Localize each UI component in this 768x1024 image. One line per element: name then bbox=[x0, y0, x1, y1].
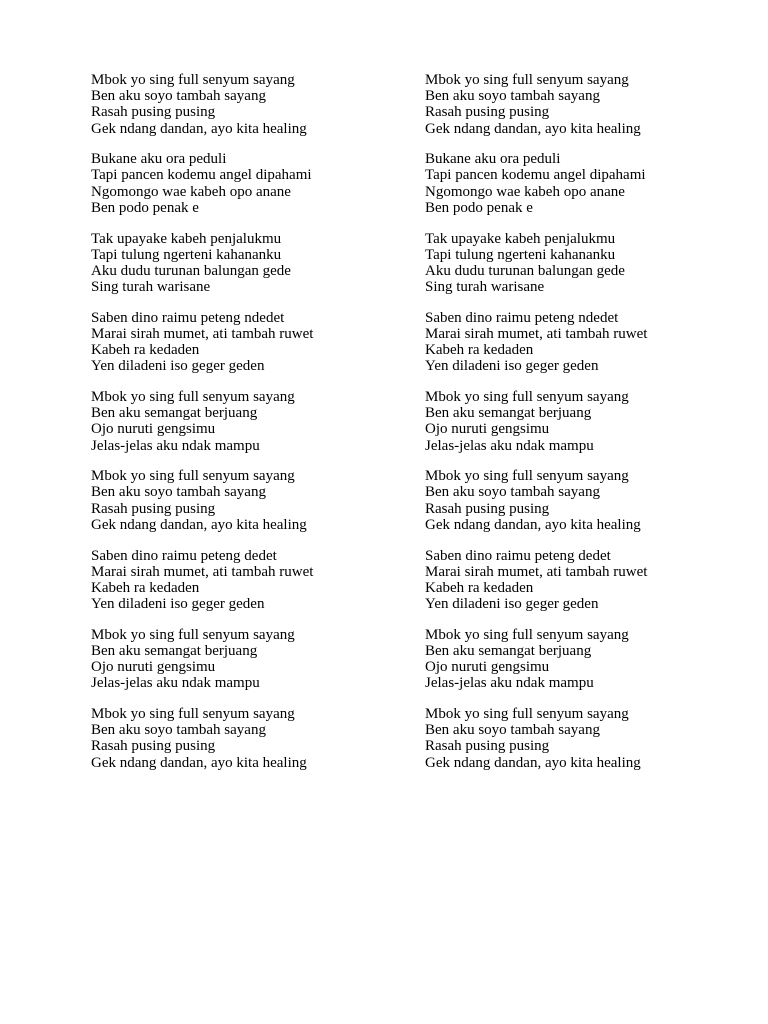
lyric-line: Mbok yo sing full senyum sayang bbox=[91, 706, 295, 722]
lyric-line: Tapi tulung ngerteni kahananku bbox=[91, 246, 282, 263]
lyric-line: Gek ndang dandan, ayo kita healing bbox=[425, 516, 641, 533]
lyrics-stanza bbox=[91, 468, 411, 533]
lyric-line: Ojo nuruti gengsimu bbox=[91, 659, 216, 676]
lyric-line: Kabeh ra kedaden bbox=[91, 342, 200, 359]
lyric-line: Gek ndang dandan, ayo kita healing bbox=[425, 120, 641, 137]
lyrics-stanza bbox=[425, 389, 745, 454]
lyric-line: Ngomongo wae kabeh opo anane bbox=[425, 183, 625, 200]
lyric-line: Saben dino raimu peteng dedet bbox=[425, 547, 611, 564]
lyric-line: Bukane aku ora peduli bbox=[425, 151, 561, 168]
lyric-line: Rasah pusing pusing bbox=[91, 738, 216, 755]
lyrics-stanza bbox=[91, 389, 411, 454]
lyric-line: Rasah pusing pusing bbox=[91, 104, 216, 121]
lyric-line: Jelas-jelas aku ndak mampu bbox=[91, 675, 260, 692]
lyrics-stanza bbox=[425, 627, 745, 692]
lyric-line: Ben podo penak e bbox=[425, 199, 533, 216]
lyric-line: Mbok yo sing full senyum sayang bbox=[91, 626, 295, 643]
lyric-line: Tak upayake kabeh penjalukmu bbox=[91, 230, 282, 247]
lyric-line: Rasah pusing pusing bbox=[425, 500, 550, 517]
lyrics-stanza bbox=[91, 151, 411, 216]
lyric-line: Mbok yo sing full senyum sayang bbox=[91, 72, 295, 88]
lyrics-stanza bbox=[425, 310, 745, 375]
lyric-line: Ojo nuruti gengsimu bbox=[425, 421, 550, 438]
lyric-line: Ben aku soyo tambah sayang bbox=[91, 484, 266, 501]
lyric-line: Marai sirah mumet, ati tambah ruwet bbox=[425, 563, 648, 580]
lyric-line: Rasah pusing pusing bbox=[425, 104, 550, 121]
lyric-line: Ojo nuruti gengsimu bbox=[425, 659, 550, 676]
lyric-line: Rasah pusing pusing bbox=[91, 500, 216, 517]
lyric-line: Marai sirah mumet, ati tambah ruwet bbox=[91, 563, 314, 580]
lyric-line: Ben podo penak e bbox=[91, 199, 199, 216]
lyric-line: Marai sirah mumet, ati tambah ruwet bbox=[425, 325, 648, 342]
lyric-line: Yen diladeni iso geger geden bbox=[91, 358, 265, 375]
lyric-line: Mbok yo sing full senyum sayang bbox=[425, 72, 629, 88]
lyric-line: Yen diladeni iso geger geden bbox=[425, 596, 599, 613]
lyric-line: Aku dudu turunan balungan gede bbox=[425, 262, 625, 279]
lyrics-stanza bbox=[91, 72, 411, 137]
lyric-line: Marai sirah mumet, ati tambah ruwet bbox=[91, 325, 314, 342]
lyrics-stanza bbox=[425, 151, 745, 216]
lyric-line: Yen diladeni iso geger geden bbox=[91, 596, 265, 613]
lyric-line: Gek ndang dandan, ayo kita healing bbox=[91, 754, 307, 771]
lyric-line: Ben aku soyo tambah sayang bbox=[425, 484, 600, 501]
lyric-line: Mbok yo sing full senyum sayang bbox=[425, 706, 629, 722]
lyrics-stanza bbox=[425, 706, 745, 771]
lyric-line: Gek ndang dandan, ayo kita healing bbox=[91, 516, 307, 533]
lyrics-column-left bbox=[91, 72, 411, 785]
lyric-line: Ben aku soyo tambah sayang bbox=[425, 88, 600, 105]
lyric-line: Yen diladeni iso geger geden bbox=[425, 358, 599, 375]
lyric-line: Ben aku soyo tambah sayang bbox=[425, 722, 600, 739]
lyric-line: Sing turah warisane bbox=[91, 279, 211, 296]
lyric-line: Rasah pusing pusing bbox=[425, 738, 550, 755]
lyric-line: Kabeh ra kedaden bbox=[425, 579, 534, 596]
lyrics-column-right bbox=[425, 72, 745, 785]
lyric-line: Jelas-jelas aku ndak mampu bbox=[425, 437, 594, 454]
lyric-line: Tapi pancen kodemu angel dipahami bbox=[91, 167, 312, 184]
lyric-line: Mbok yo sing full senyum sayang bbox=[91, 468, 295, 485]
lyric-line: Jelas-jelas aku ndak mampu bbox=[91, 437, 260, 454]
lyrics-stanza bbox=[91, 231, 411, 296]
lyric-line: Aku dudu turunan balungan gede bbox=[91, 262, 291, 279]
lyrics-stanza bbox=[91, 627, 411, 692]
lyric-line: Bukane aku ora peduli bbox=[91, 151, 227, 168]
lyric-line: Ben aku soyo tambah sayang bbox=[91, 722, 266, 739]
lyric-line: Ben aku semangat berjuang bbox=[91, 405, 258, 422]
lyric-line: Gek ndang dandan, ayo kita healing bbox=[91, 120, 307, 137]
lyric-line: Sing turah warisane bbox=[425, 279, 545, 296]
lyrics-stanza bbox=[91, 548, 411, 613]
lyric-line: Jelas-jelas aku ndak mampu bbox=[425, 675, 594, 692]
lyrics-stanza bbox=[91, 310, 411, 375]
lyric-line: Ojo nuruti gengsimu bbox=[91, 421, 216, 438]
lyric-line: Tak upayake kabeh penjalukmu bbox=[425, 230, 616, 247]
lyric-line: Kabeh ra kedaden bbox=[425, 342, 534, 359]
lyric-line: Mbok yo sing full senyum sayang bbox=[425, 626, 629, 643]
lyric-line: Saben dino raimu peteng ndedet bbox=[91, 309, 285, 326]
lyric-line: Ngomongo wae kabeh opo anane bbox=[91, 183, 291, 200]
lyrics-stanza bbox=[425, 72, 745, 137]
lyric-line: Tapi tulung ngerteni kahananku bbox=[425, 246, 616, 263]
lyric-line: Saben dino raimu peteng dedet bbox=[91, 547, 277, 564]
lyric-line: Kabeh ra kedaden bbox=[91, 579, 200, 596]
lyric-line: Gek ndang dandan, ayo kita healing bbox=[425, 754, 641, 771]
lyrics-stanza bbox=[425, 548, 745, 613]
lyric-line: Ben aku semangat berjuang bbox=[425, 405, 592, 422]
lyric-line: Ben aku semangat berjuang bbox=[91, 642, 258, 659]
lyric-line: Mbok yo sing full senyum sayang bbox=[425, 389, 629, 405]
lyrics-stanza bbox=[91, 706, 411, 771]
lyric-line: Tapi pancen kodemu angel dipahami bbox=[425, 167, 646, 184]
lyric-line: Mbok yo sing full senyum sayang bbox=[425, 468, 629, 485]
lyric-line: Mbok yo sing full senyum sayang bbox=[91, 389, 295, 405]
lyric-line: Ben aku semangat berjuang bbox=[425, 642, 592, 659]
lyric-line: Ben aku soyo tambah sayang bbox=[91, 88, 266, 105]
lyrics-stanza bbox=[425, 468, 745, 533]
lyrics-stanza bbox=[425, 231, 745, 296]
lyric-line: Saben dino raimu peteng ndedet bbox=[425, 309, 619, 326]
